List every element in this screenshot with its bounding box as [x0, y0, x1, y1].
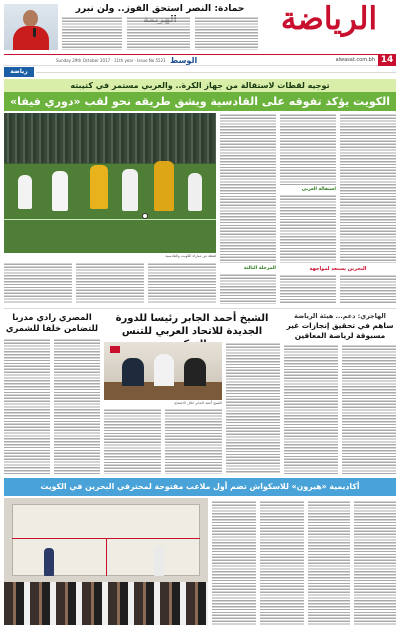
person — [154, 354, 174, 386]
center-story-text — [226, 342, 280, 474]
center-story-photo — [104, 342, 222, 400]
section-divider — [4, 308, 396, 309]
top-story-text — [195, 16, 258, 50]
lead-photo-caption: لقطة من مباراة الكويت والقادسية — [165, 254, 216, 258]
person — [122, 358, 144, 386]
page-number: 14 — [378, 55, 396, 66]
player — [154, 546, 164, 576]
lead-subhead: استقالة العربي — [301, 187, 336, 192]
top-story-text — [127, 16, 190, 50]
left-story-text — [54, 338, 100, 474]
right-mid-title: البحرين يستعد لمواجهة — [309, 266, 367, 272]
center-story-text — [165, 408, 222, 474]
date-bar — [4, 54, 396, 66]
player-white — [188, 173, 202, 211]
right-story-headline: ساهم في تحقيق إنجازات غير مسبوقة لرياضة المعاقين — [286, 321, 394, 340]
bottom-text — [260, 500, 304, 625]
player-white — [122, 169, 138, 211]
top-story-text — [62, 16, 122, 50]
lead-text-column — [76, 262, 144, 304]
right-mid-text — [340, 274, 396, 304]
lead-kicker: توجيه لقطات لاستقالة من جهاز الكرة.. والعربي مستمر في كتيبته — [4, 79, 396, 92]
spectators — [4, 582, 208, 625]
person-body — [13, 26, 49, 50]
top-story-photo — [4, 4, 58, 50]
lead-text-column — [220, 113, 276, 263]
center-story-text — [104, 408, 161, 474]
pitch-line — [4, 219, 216, 220]
person — [184, 358, 206, 386]
site-url: alwasat.com.bh — [335, 57, 375, 63]
right-story-text — [342, 344, 396, 474]
paper-name: الوسط — [170, 56, 198, 65]
bottom-text — [212, 500, 256, 625]
court-line — [106, 538, 107, 576]
lead-text-column — [4, 262, 72, 304]
lead-text-column — [280, 194, 336, 263]
microphone-icon — [33, 28, 36, 37]
lead-text-column — [280, 113, 336, 185]
stadium-stands — [4, 113, 216, 163]
section-rule — [36, 72, 396, 73]
flag — [110, 346, 120, 353]
bottom-headline: أكاديمية «هيرون» للاسكواش تضم أول ملاعب مفتوحة لمحترفي البحرين في الكويت — [4, 478, 396, 496]
bottom-text — [354, 500, 396, 625]
date-line: Sunday 29th October 2017 · 11th year · Issue No 5521 — [56, 58, 166, 63]
masthead — [0, 0, 400, 54]
person-head — [23, 10, 38, 27]
center-photo-caption: الشيخ أحمد الجابر خلال الاجتماع — [174, 401, 222, 405]
player-yellow — [90, 165, 108, 209]
lead-text-column — [340, 113, 396, 263]
top-story-headline: حمادة: النصر استحق الفوز.. ولن نبرر — [75, 3, 245, 14]
lead-text-column — [220, 273, 276, 304]
center-story-headline: الشيخ أحمد الجابر رئيسا للدورة الجديدة للاتحاد العربي للتنس — [115, 313, 269, 337]
player-white — [18, 175, 32, 209]
left-story-text — [4, 338, 50, 474]
bottom-text — [308, 500, 350, 625]
section-tab: رياضة — [4, 67, 34, 77]
player-white — [52, 171, 68, 211]
player — [44, 548, 54, 576]
right-story-text — [284, 344, 338, 474]
lead-text-column — [148, 262, 216, 304]
ball-icon — [142, 213, 148, 219]
right-mid-text — [280, 274, 336, 304]
lead-subhead: المرحلة الثالثة — [243, 266, 276, 271]
masthead-logo: الرياضة — [280, 1, 378, 37]
lead-photo — [4, 113, 216, 253]
player-yellow — [154, 161, 174, 211]
left-story-headline: المصري رادي مدربا للتضامن خلفا للشمري — [5, 312, 99, 333]
bottom-photo — [4, 498, 208, 625]
right-story-kicker: الهاجري: دعم... هيئة الرياضة — [294, 312, 386, 320]
lead-headline: الكويت يؤكد تفوقه على القادسية ويشق طريقه نحو لقب «دوري فيفا» — [4, 92, 396, 111]
